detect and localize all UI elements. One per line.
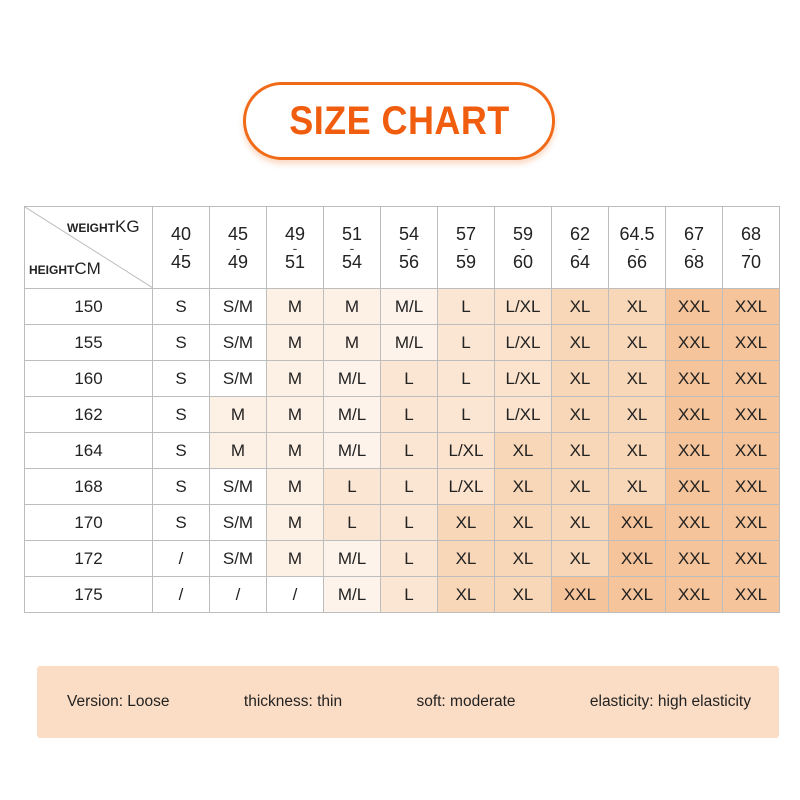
- size-cell: M: [267, 505, 324, 541]
- size-cell: XL: [552, 289, 609, 325]
- height-cell: 162: [25, 397, 153, 433]
- range-dash: -: [406, 239, 412, 256]
- weight-from: 64.5: [619, 223, 655, 244]
- corner-cell: [25, 207, 153, 289]
- table-row: [25, 577, 780, 613]
- size-cell: L: [324, 469, 381, 505]
- size-cell: L/XL: [495, 289, 552, 325]
- size-cell: XL: [495, 469, 552, 505]
- size-table: [24, 206, 780, 613]
- weight-range-header: [267, 207, 324, 289]
- size-cell: XL: [495, 505, 552, 541]
- size-cell: XL: [438, 505, 495, 541]
- size-cell: S/M: [210, 289, 267, 325]
- range-dash: -: [292, 239, 298, 256]
- height-cell: 172: [25, 541, 153, 577]
- size-cell: M/L: [381, 289, 438, 325]
- weight-to: 66: [626, 251, 648, 272]
- weight-to: 49: [227, 251, 249, 272]
- size-cell: XXL: [666, 577, 723, 613]
- size-cell: XXL: [666, 541, 723, 577]
- thickness-info: thickness: thin: [243, 693, 343, 710]
- size-cell: XXL: [609, 577, 666, 613]
- size-cell: M/L: [324, 397, 381, 433]
- weight-from: 57: [455, 223, 477, 244]
- weight-to: 59: [455, 251, 477, 272]
- size-cell: XXL: [666, 325, 723, 361]
- size-cell: M/L: [324, 361, 381, 397]
- size-cell: XL: [438, 577, 495, 613]
- weight-range-header: [438, 207, 495, 289]
- header-row: [25, 207, 780, 289]
- table-row: [25, 433, 780, 469]
- height-cell: 175: [25, 577, 153, 613]
- fabric-info-band: [37, 666, 779, 738]
- size-cell: XL: [552, 361, 609, 397]
- size-cell: L: [381, 397, 438, 433]
- range-dash: -: [520, 239, 526, 256]
- range-dash: -: [691, 239, 697, 256]
- table-row: [25, 361, 780, 397]
- size-cell: XXL: [723, 469, 780, 505]
- size-cell: XL: [495, 433, 552, 469]
- size-cell: XXL: [666, 361, 723, 397]
- height-label: HEIGHT: [29, 263, 75, 277]
- size-cell: M: [267, 469, 324, 505]
- range-dash: -: [463, 239, 469, 256]
- weight-from: 49: [284, 223, 306, 244]
- height-cell: 168: [25, 469, 153, 505]
- size-cell: M/L: [324, 577, 381, 613]
- size-cell: XL: [495, 541, 552, 577]
- size-cell: S: [153, 469, 210, 505]
- weight-from: 54: [398, 223, 420, 244]
- size-cell: M/L: [324, 433, 381, 469]
- size-cell: XXL: [723, 289, 780, 325]
- weight-range-header: [609, 207, 666, 289]
- size-cell: M: [267, 289, 324, 325]
- weight-from: 59: [512, 223, 534, 244]
- size-cell: L: [438, 289, 495, 325]
- title-pill: [243, 82, 555, 160]
- size-cell: S/M: [210, 361, 267, 397]
- weight-from: 51: [341, 223, 363, 244]
- range-dash: -: [178, 239, 184, 256]
- size-cell: XXL: [723, 577, 780, 613]
- weight-range-header: [153, 207, 210, 289]
- size-cell: XL: [552, 433, 609, 469]
- size-cell: XXL: [609, 505, 666, 541]
- weight-from: 45: [227, 223, 249, 244]
- range-dash: -: [748, 239, 754, 256]
- size-cell: XL: [552, 505, 609, 541]
- weight-to: 54: [341, 251, 363, 272]
- size-cell: L/XL: [495, 361, 552, 397]
- weight-axis-label: [67, 217, 140, 237]
- size-cell: S: [153, 361, 210, 397]
- weight-range-header: [723, 207, 780, 289]
- size-cell: L: [381, 361, 438, 397]
- softness-info: soft: moderate: [416, 693, 516, 710]
- size-cell: XXL: [723, 397, 780, 433]
- size-cell: M: [210, 433, 267, 469]
- weight-range-header: [324, 207, 381, 289]
- size-cell: M: [210, 397, 267, 433]
- size-cell: XXL: [723, 505, 780, 541]
- size-cell: S/M: [210, 325, 267, 361]
- size-cell: XXL: [666, 289, 723, 325]
- size-cell: XXL: [666, 469, 723, 505]
- size-cell: /: [153, 541, 210, 577]
- weight-range-header: [552, 207, 609, 289]
- weight-range-header: [495, 207, 552, 289]
- size-cell: /: [267, 577, 324, 613]
- size-cell: XL: [609, 433, 666, 469]
- height-cell: 170: [25, 505, 153, 541]
- range-dash: -: [349, 239, 355, 256]
- size-cell: XXL: [666, 397, 723, 433]
- size-cell: L/XL: [438, 433, 495, 469]
- version-info: Version: Loose: [67, 693, 170, 710]
- size-cell: L/XL: [438, 469, 495, 505]
- table-row: [25, 325, 780, 361]
- size-cell: S/M: [210, 505, 267, 541]
- weight-to: 70: [740, 251, 762, 272]
- size-cell: XL: [552, 325, 609, 361]
- weight-label: WEIGHT: [67, 221, 115, 235]
- weight-to: 45: [170, 251, 192, 272]
- table-row: [25, 289, 780, 325]
- size-cell: XL: [609, 325, 666, 361]
- size-cell: XXL: [552, 577, 609, 613]
- size-cell: L: [381, 469, 438, 505]
- height-axis-label: [29, 259, 101, 279]
- weight-from: 67: [683, 223, 705, 244]
- size-cell: S: [153, 289, 210, 325]
- weight-from: 40: [170, 223, 192, 244]
- size-cell: XXL: [723, 361, 780, 397]
- size-cell: XXL: [723, 433, 780, 469]
- size-cell: S/M: [210, 541, 267, 577]
- size-cell: M: [267, 361, 324, 397]
- size-cell: L: [381, 577, 438, 613]
- weight-from: 62: [569, 223, 591, 244]
- table-row: [25, 469, 780, 505]
- table-row: [25, 505, 780, 541]
- size-cell: M: [324, 325, 381, 361]
- height-cell: 160: [25, 361, 153, 397]
- size-cell: L/XL: [495, 397, 552, 433]
- range-dash: -: [634, 239, 640, 256]
- height-cell: 155: [25, 325, 153, 361]
- size-cell: L: [381, 541, 438, 577]
- range-dash: -: [577, 239, 583, 256]
- size-cell: L: [381, 505, 438, 541]
- page-title: SIZE CHART: [288, 98, 510, 143]
- size-cell: /: [153, 577, 210, 613]
- size-cell: XL: [609, 289, 666, 325]
- size-cell: XL: [552, 541, 609, 577]
- size-cell: XXL: [666, 505, 723, 541]
- size-cell: L/XL: [495, 325, 552, 361]
- weight-to: 68: [683, 251, 705, 272]
- height-unit: CM: [74, 259, 101, 278]
- size-cell: XXL: [723, 325, 780, 361]
- size-cell: /: [210, 577, 267, 613]
- weight-to: 64: [569, 251, 591, 272]
- size-cell: XXL: [666, 433, 723, 469]
- size-cell: L: [381, 433, 438, 469]
- height-cell: 164: [25, 433, 153, 469]
- size-cell: XL: [609, 397, 666, 433]
- height-cell: 150: [25, 289, 153, 325]
- weight-unit: KG: [115, 217, 140, 236]
- weight-range-header: [210, 207, 267, 289]
- table-row: [25, 397, 780, 433]
- size-cell: L: [438, 325, 495, 361]
- size-cell: S/M: [210, 469, 267, 505]
- size-cell: M/L: [381, 325, 438, 361]
- size-cell: XL: [495, 577, 552, 613]
- weight-from: 68: [740, 223, 762, 244]
- size-cell: M: [267, 433, 324, 469]
- weight-to: 51: [284, 251, 306, 272]
- size-cell: M: [324, 289, 381, 325]
- size-cell: L: [324, 505, 381, 541]
- size-cell: M: [267, 397, 324, 433]
- size-cell: S: [153, 325, 210, 361]
- size-cell: XL: [552, 469, 609, 505]
- size-cell: M/L: [324, 541, 381, 577]
- size-cell: XL: [438, 541, 495, 577]
- size-cell: XXL: [609, 541, 666, 577]
- size-cell: L: [438, 397, 495, 433]
- size-cell: M: [267, 541, 324, 577]
- range-dash: -: [235, 239, 241, 256]
- size-cell: XL: [552, 397, 609, 433]
- elasticity-info: elasticity: high elasticity: [589, 693, 751, 710]
- size-cell: L: [438, 361, 495, 397]
- weight-range-header: [381, 207, 438, 289]
- size-cell: S: [153, 397, 210, 433]
- size-cell: XXL: [723, 541, 780, 577]
- size-cell: M: [267, 325, 324, 361]
- table-row: [25, 541, 780, 577]
- weight-range-header: [666, 207, 723, 289]
- size-cell: S: [153, 433, 210, 469]
- size-cell: S: [153, 505, 210, 541]
- size-cell: XL: [609, 361, 666, 397]
- weight-to: 56: [398, 251, 420, 272]
- weight-to: 60: [512, 251, 534, 272]
- size-cell: XL: [609, 469, 666, 505]
